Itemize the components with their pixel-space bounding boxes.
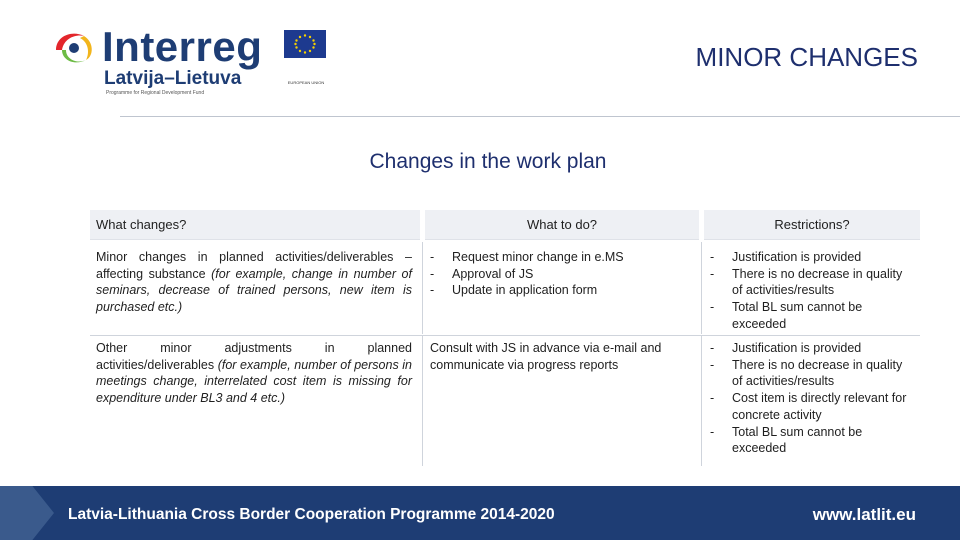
row-divider — [90, 335, 920, 336]
header-what-changes: What changes? — [96, 217, 187, 232]
logo-tagline: Programme for Regional Development Fund — [106, 90, 205, 96]
header-divider — [120, 116, 960, 117]
row-1-change-example: (for example, change in number of seminars, decrease of trained persons, new item is purchased etc.) — [96, 266, 412, 315]
table-row-1-restrictions — [710, 249, 910, 333]
eu-label: EUROPEAN UNION — [287, 80, 325, 85]
footer-programme: Latvia-Lithuania Cross Border Cooperation Programme 2014-2020 — [68, 506, 555, 523]
header-what-to-do: What to do? — [526, 217, 598, 232]
list-item: - There is no decrease in quality of activities/results — [710, 266, 910, 299]
table-row-2-todo: Consult with JS in advance via e-mail and communicate via progress reports — [430, 341, 662, 372]
table-row-2-restrictions — [710, 340, 910, 457]
logo-region: Latvija–Lietuva — [104, 68, 242, 89]
column-divider — [701, 336, 702, 466]
logo-wordmark: Interreg — [102, 23, 263, 70]
slide-subtitle: Changes in the work plan — [369, 150, 607, 173]
header-restrictions: Restrictions? — [774, 217, 850, 232]
list-item: - Update in application form — [430, 282, 692, 299]
column-divider — [701, 242, 702, 334]
interreg-swirl-icon — [50, 28, 98, 68]
list-item: - There is no decrease in quality of activities/results — [710, 357, 910, 390]
footer-website-link[interactable]: www.latlit.eu — [812, 505, 916, 524]
list-item: - Justification is provided — [710, 249, 910, 266]
row-2-change-text: Other minor adjustments in planned activities/deliverables — [96, 341, 412, 372]
list-item: - Approval of JS — [430, 266, 692, 283]
list-item: - Request minor change in e.MS — [430, 249, 692, 266]
table-row-2-change — [96, 340, 412, 407]
table-row-1-todo — [430, 249, 692, 299]
row-1-change-text: Minor changes in planned activities/deliverables – affecting substance — [96, 250, 412, 281]
table-row-1-change — [96, 249, 412, 316]
row-2-change-example: (for example, number of persons in meetings change, interrelated cost item is missing for expenditure under BL3 and 4 etc.) — [96, 357, 412, 406]
column-divider — [422, 336, 423, 466]
list-item: - Total BL sum cannot be exceeded — [710, 424, 910, 457]
interreg-logo — [50, 22, 340, 102]
slide-title: MINOR CHANGES — [695, 42, 918, 72]
eu-flag-icon — [284, 30, 326, 58]
column-divider — [422, 242, 423, 334]
list-item: - Total BL sum cannot be exceeded — [710, 299, 910, 332]
list-item: - Justification is provided — [710, 340, 910, 357]
list-item: - Cost item is directly relevant for concrete activity — [710, 390, 910, 423]
